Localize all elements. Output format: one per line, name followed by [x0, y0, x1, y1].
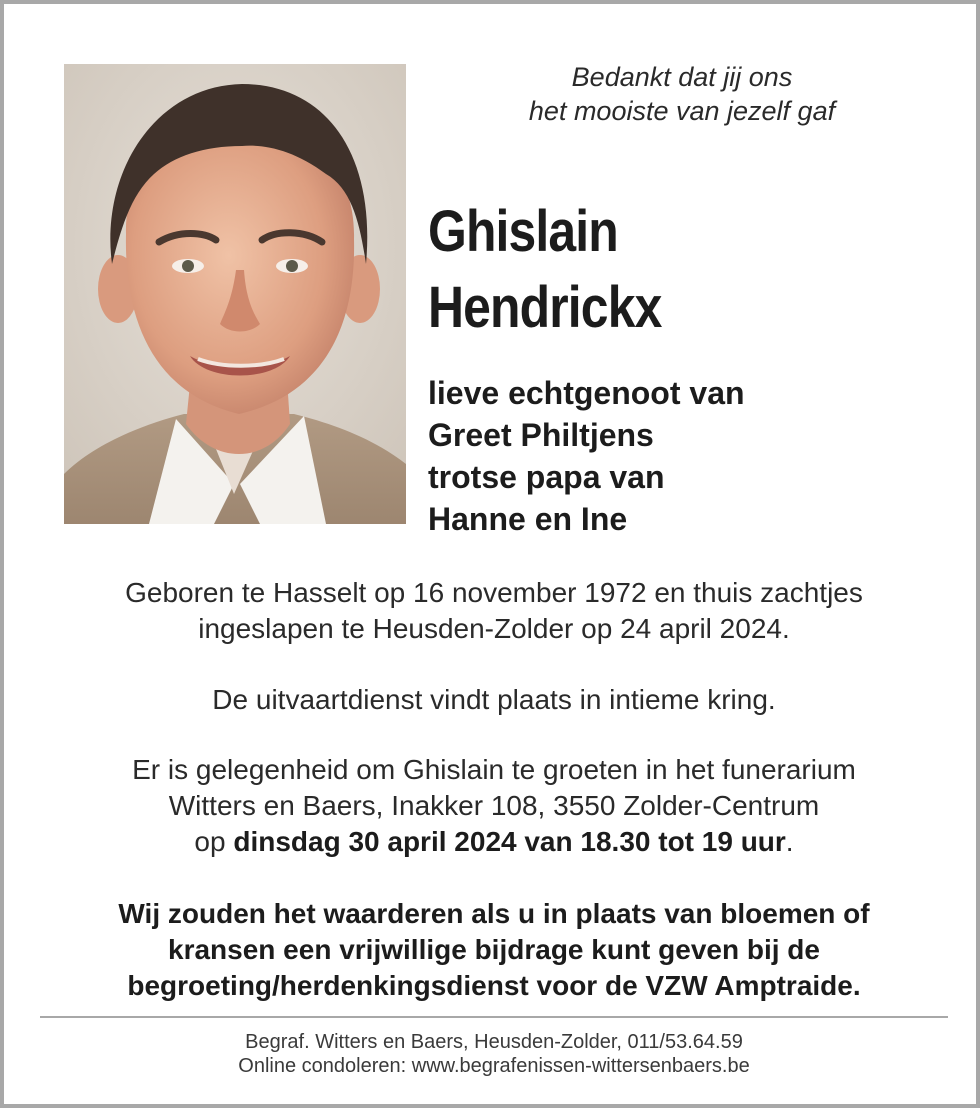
divider: [40, 1016, 948, 1018]
relation-line: trotse papa van: [428, 459, 665, 495]
birth-death-text: [4, 575, 980, 647]
text-line: Wij zouden het waarderen als u in plaats van bloemen of: [118, 898, 870, 929]
service-text: [4, 682, 980, 718]
first-name: Ghislain: [428, 199, 618, 264]
portrait-photo: [64, 64, 406, 524]
relation-line: lieve echtgenoot van: [428, 375, 745, 411]
visitation-prefix: op: [194, 826, 234, 857]
text-line: ingeslapen te Heusden-Zolder op 24 april 2024.: [198, 613, 790, 644]
motto-line: het mooiste van jezelf gaf: [528, 96, 836, 126]
text-line: begroeting/herdenkingsdienst voor de VZW Amptraide.: [127, 970, 861, 1001]
online-condolence: Online condoleren: www.begrafenissen-wittersenbaers.be: [238, 1055, 750, 1077]
text-line: Witters en Baers, Inakker 108, 3550 Zolder-Centrum: [168, 790, 820, 821]
motto-line: Bedankt dat jij ons: [571, 62, 793, 92]
text-line: Er is gelegenheid om Ghislain te groeten in het funerarium: [132, 754, 856, 785]
footer: [4, 1030, 980, 1078]
visitation-text: [4, 752, 980, 860]
relation-line: Hanne en Ine: [428, 501, 628, 537]
family-relations: [428, 372, 745, 540]
text-line: De uitvaartdienst vindt plaats in intieme kring.: [212, 684, 776, 715]
undertaker-contact: Begraf. Witters en Baers, Heusden-Zolder, 011/53.64.59: [245, 1031, 743, 1053]
visitation-suffix: .: [785, 826, 794, 857]
motto: [444, 60, 920, 128]
text-line: Geboren te Hasselt op 16 november 1972 en thuis zachtjes: [125, 577, 863, 608]
portrait-illustration: [64, 64, 406, 524]
deceased-name: [428, 194, 661, 346]
last-name: Hendrickx: [428, 275, 662, 340]
donation-request: [4, 896, 980, 1004]
text-line: [4, 824, 980, 860]
text-line: kransen een vrijwillige bijdrage kunt geven bij de: [168, 934, 820, 965]
relation-line: Greet Philtjens: [428, 417, 654, 453]
visitation-datetime: dinsdag 30 april 2024 van 18.30 tot 19 uur: [233, 826, 786, 857]
